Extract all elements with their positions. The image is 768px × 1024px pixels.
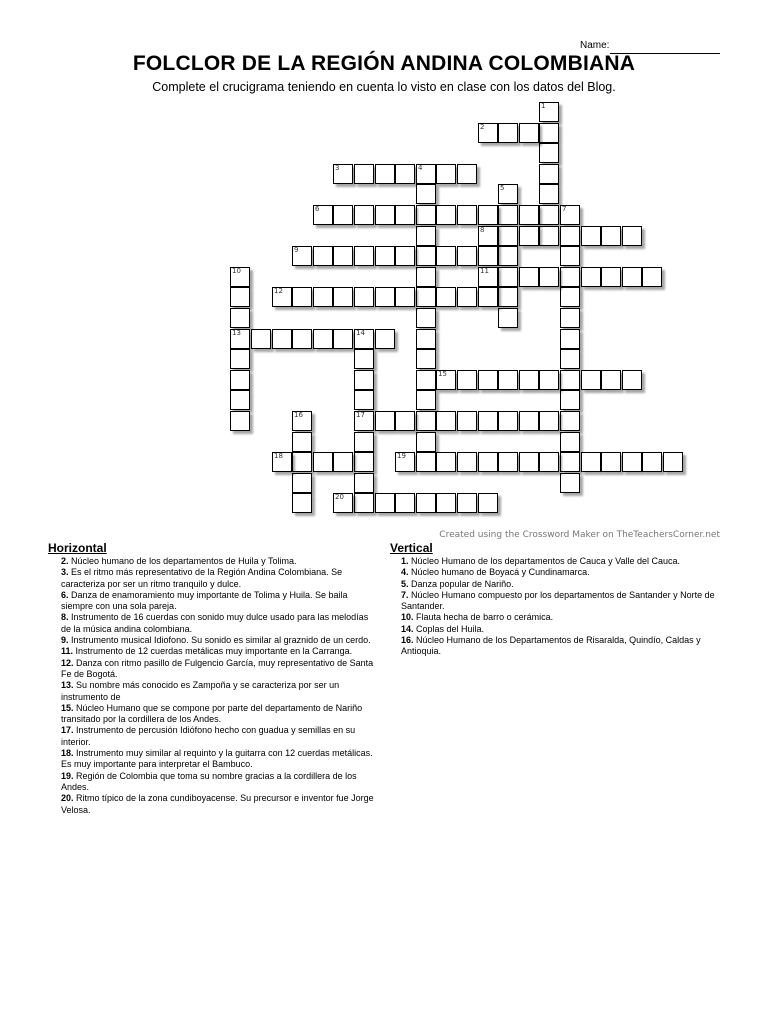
crossword-cell[interactable] <box>436 452 456 472</box>
clue-item <box>61 646 379 657</box>
crossword-cell[interactable] <box>375 329 395 349</box>
crossword-cell[interactable] <box>292 473 312 493</box>
crossword-cell[interactable] <box>498 123 518 143</box>
crossword-cell[interactable] <box>354 473 374 493</box>
clue-text: Núcleo Humano compuesto por los departamentos de Santander y Norte de Santander. <box>401 589 715 612</box>
clue-text: Flauta hecha de barro o cerámica. <box>413 612 554 623</box>
crossword-cell[interactable] <box>560 411 580 431</box>
crossword-cell[interactable] <box>416 370 436 390</box>
crossword-cell[interactable] <box>230 390 250 410</box>
crossword-cell[interactable] <box>354 493 374 513</box>
crossword-cell[interactable] <box>395 411 415 431</box>
crossword-cell[interactable] <box>272 329 292 349</box>
clue-number: 16 <box>294 411 303 419</box>
crossword-cell[interactable] <box>416 287 436 307</box>
crossword-cell[interactable] <box>622 267 642 287</box>
crossword-cell[interactable] <box>539 164 559 184</box>
crossword-cell[interactable] <box>333 205 353 225</box>
crossword-cell[interactable] <box>230 411 250 431</box>
crossword-cell[interactable] <box>416 205 436 225</box>
clue-item <box>61 793 379 816</box>
clue-item <box>401 579 721 590</box>
clue-item <box>401 556 721 567</box>
crossword-cell[interactable] <box>560 287 580 307</box>
crossword-cell[interactable] <box>457 205 477 225</box>
clue-number-label: 16. <box>401 635 414 646</box>
crossword-cell[interactable] <box>601 226 621 246</box>
crossword-cell[interactable] <box>416 493 436 513</box>
crossword-cell[interactable] <box>519 205 539 225</box>
clue-number: 2 <box>480 123 485 131</box>
crossword-cell[interactable] <box>560 349 580 369</box>
crossword-cell[interactable] <box>416 267 436 287</box>
crossword-cell[interactable] <box>539 226 559 246</box>
crossword-cell[interactable] <box>354 452 374 472</box>
crossword-cell[interactable] <box>375 411 395 431</box>
horizontal-clue-list <box>61 556 379 816</box>
crossword-cell[interactable] <box>581 370 601 390</box>
clue-number-label: 2. <box>61 556 69 566</box>
clue-number-label: 3. <box>61 567 69 578</box>
crossword-cell[interactable] <box>395 287 415 307</box>
crossword-cell[interactable] <box>581 267 601 287</box>
clue-text: Danza con ritmo pasillo de Fulgencio García, muy representativo de Santa Fe de Bogotá. <box>61 657 374 679</box>
crossword-cell[interactable] <box>354 349 374 369</box>
credit-line: Created using the Crossword Maker on TheTeachersCorner.net <box>439 530 720 540</box>
clue-number: 1 <box>541 102 546 110</box>
crossword-cell[interactable] <box>622 452 642 472</box>
clue-number-label: 9. <box>61 635 69 646</box>
crossword-cell[interactable] <box>478 370 498 390</box>
crossword-cell[interactable] <box>292 411 312 431</box>
crossword-cell[interactable] <box>436 287 456 307</box>
clue-number-label: 7. <box>401 589 409 600</box>
clue-item <box>61 725 379 748</box>
page-subtitle: Complete el crucigrama teniendo en cuenta lo visto en clase con los datos del Blog. <box>152 80 616 94</box>
crossword-cell[interactable] <box>354 205 374 225</box>
crossword-cell[interactable] <box>498 308 518 328</box>
clue-item <box>401 635 721 658</box>
clue-item <box>61 556 379 567</box>
crossword-cell[interactable] <box>292 432 312 452</box>
crossword-cell[interactable] <box>560 452 580 472</box>
clue-number: 20 <box>335 493 344 501</box>
crossword-cell[interactable] <box>539 267 559 287</box>
crossword-cell[interactable] <box>457 370 477 390</box>
crossword-cell[interactable] <box>457 287 477 307</box>
clue-item <box>61 612 379 635</box>
crossword-cell[interactable] <box>354 246 374 266</box>
crossword-cell[interactable] <box>478 493 498 513</box>
crossword-cell[interactable] <box>354 411 374 431</box>
crossword-cell[interactable] <box>519 452 539 472</box>
clue-number-label: 13. <box>61 680 74 691</box>
crossword-cell[interactable] <box>457 164 477 184</box>
clue-number-label: 19. <box>61 770 74 781</box>
clue-number: 15 <box>438 370 447 378</box>
crossword-cell[interactable] <box>395 452 415 472</box>
crossword-cell[interactable] <box>560 329 580 349</box>
clue-item <box>401 590 721 613</box>
clue-number-label: 4. <box>401 567 409 578</box>
crossword-cell[interactable] <box>416 184 436 204</box>
crossword-cell[interactable] <box>436 246 456 266</box>
clue-text: Núcleo Humano de los Departamentos de Risaralda, Quindío, Caldas y Antioquia. <box>401 635 701 657</box>
clue-number: 17 <box>356 411 365 419</box>
clue-item <box>61 590 379 613</box>
clue-text: Danza popular de Nariño. <box>408 578 514 589</box>
crossword-cell[interactable] <box>539 370 559 390</box>
clue-number-label: 18. <box>61 748 74 759</box>
crossword-cell[interactable] <box>519 123 539 143</box>
crossword-cell[interactable] <box>416 452 436 472</box>
crossword-cell[interactable] <box>498 452 518 472</box>
crossword-cell[interactable] <box>333 287 353 307</box>
crossword-cell[interactable] <box>416 308 436 328</box>
crossword-cell[interactable] <box>333 493 353 513</box>
clue-number: 9 <box>294 246 299 254</box>
crossword-cell[interactable] <box>230 267 250 287</box>
crossword-cell[interactable] <box>395 246 415 266</box>
crossword-cell[interactable] <box>230 349 250 369</box>
crossword-cell[interactable] <box>478 246 498 266</box>
crossword-cell[interactable] <box>457 246 477 266</box>
crossword-cell[interactable] <box>416 349 436 369</box>
clue-number: 12 <box>274 287 283 295</box>
crossword-cell[interactable] <box>519 267 539 287</box>
crossword-cell[interactable] <box>436 411 456 431</box>
crossword-cell[interactable] <box>560 390 580 410</box>
crossword-cell[interactable] <box>601 370 621 390</box>
clue-text: Su nombre más conocido es Zampoña y se caracteriza por ser un instrumento de <box>61 680 340 702</box>
crossword-cell[interactable] <box>498 205 518 225</box>
clue-number-label: 12. <box>61 657 74 668</box>
crossword-cell[interactable] <box>375 164 395 184</box>
crossword-cell[interactable] <box>395 493 415 513</box>
clue-text: Ritmo típico de la zona cundiboyacense. Su precursor e inventor fue Jorge Velosa. <box>61 793 374 815</box>
clue-item <box>61 567 379 590</box>
clue-item <box>61 748 379 771</box>
crossword-cell[interactable] <box>436 370 456 390</box>
crossword-cell[interactable] <box>601 267 621 287</box>
clue-number: 11 <box>480 267 489 275</box>
crossword-cell[interactable] <box>622 370 642 390</box>
crossword-cell[interactable] <box>354 370 374 390</box>
clue-number-label: 15. <box>61 702 74 713</box>
clue-text: Núcleo Humano de los departamentos de Cauca y Valle del Cauca. <box>408 556 681 566</box>
clue-text: Es el ritmo más representativo de la Región Andina Colombiana. Se caracteriza por ser un ritmo tranquilo y dulce. <box>61 567 343 589</box>
crossword-cell[interactable] <box>292 287 312 307</box>
crossword-cell[interactable] <box>478 123 498 143</box>
crossword-cell[interactable] <box>622 226 642 246</box>
clue-number: 10 <box>232 267 241 275</box>
clue-number: 18 <box>274 452 283 460</box>
crossword-cell[interactable] <box>519 411 539 431</box>
crossword-cell[interactable] <box>230 329 250 349</box>
crossword-cell[interactable] <box>560 308 580 328</box>
crossword-cell[interactable] <box>313 452 333 472</box>
vertical-clue-list <box>401 556 721 658</box>
crossword-cell[interactable] <box>478 287 498 307</box>
crossword-cell[interactable] <box>560 370 580 390</box>
crossword-cell[interactable] <box>560 432 580 452</box>
crossword-cell[interactable] <box>498 411 518 431</box>
crossword-cell[interactable] <box>416 390 436 410</box>
clue-number: 13 <box>232 329 241 337</box>
crossword-cell[interactable] <box>313 287 333 307</box>
crossword-cell[interactable] <box>539 102 559 122</box>
clue-item <box>61 680 379 703</box>
crossword-cell[interactable] <box>313 329 333 349</box>
crossword-cell[interactable] <box>498 246 518 266</box>
clue-text: Región de Colombia que toma su nombre gracias a la cordillera de los Andes. <box>61 770 357 792</box>
clue-text: Instrumento muy similar al requinto y la guitarra con 12 cuerdas metálicas. Es muy importante para interpretar el Bambuco. <box>61 748 373 770</box>
clue-text: Instrumento de 16 cuerdas con sonido muy dulce usado para las melodías de la música andina colombiana. <box>61 612 369 634</box>
horizontal-heading: Horizontal <box>48 541 107 555</box>
crossword-cell[interactable] <box>436 493 456 513</box>
crossword-cell[interactable] <box>560 246 580 266</box>
crossword-cell[interactable] <box>395 205 415 225</box>
crossword-cell[interactable] <box>436 164 456 184</box>
crossword-cell[interactable] <box>560 267 580 287</box>
crossword-cell[interactable] <box>539 205 559 225</box>
crossword-cell[interactable] <box>292 246 312 266</box>
crossword-cell[interactable] <box>416 411 436 431</box>
clue-item <box>61 658 379 681</box>
clue-number: 4 <box>418 164 423 172</box>
page-title: FOLCLOR DE LA REGIÓN ANDINA COLOMBIANA <box>132 52 636 75</box>
crossword-cell[interactable] <box>354 432 374 452</box>
crossword-cell[interactable] <box>560 205 580 225</box>
crossword-cell[interactable] <box>375 493 395 513</box>
crossword-cell[interactable] <box>354 329 374 349</box>
clue-text: Núcleo Humano que se compone por parte del departamento de Nariño transitado por la cordillera de los Andes. <box>61 702 363 725</box>
crossword-cell[interactable] <box>292 452 312 472</box>
crossword-cell[interactable] <box>478 226 498 246</box>
clue-number-label: 14. <box>401 623 414 634</box>
crossword-cell[interactable] <box>333 164 353 184</box>
crossword-cell[interactable] <box>230 308 250 328</box>
crossword-cell[interactable] <box>478 452 498 472</box>
crossword-cell[interactable] <box>498 370 518 390</box>
crossword-cell[interactable] <box>251 329 271 349</box>
clue-number-label: 20. <box>61 793 74 804</box>
crossword-cell[interactable] <box>292 329 312 349</box>
crossword-cell[interactable] <box>560 226 580 246</box>
clue-number-label: 10. <box>401 612 414 623</box>
crossword-cell[interactable] <box>436 205 456 225</box>
clue-item <box>61 771 379 794</box>
crossword-cell[interactable] <box>663 452 683 472</box>
crossword-cell[interactable] <box>498 226 518 246</box>
clue-number: 8 <box>480 226 485 234</box>
clue-text: Instrumento musical Idiofono. Su sonido es similar al graznido de un cerdo. <box>68 635 371 646</box>
clue-text: Núcleo humano de Boyacá y Cundinamarca. <box>408 567 590 578</box>
crossword-cell[interactable] <box>333 329 353 349</box>
name-label: Name: <box>580 40 610 51</box>
clue-number: 6 <box>315 205 320 213</box>
crossword-cell[interactable] <box>581 226 601 246</box>
crossword-cell[interactable] <box>581 452 601 472</box>
crossword-cell[interactable] <box>292 493 312 513</box>
crossword-cell[interactable] <box>375 246 395 266</box>
crossword-cell[interactable] <box>539 184 559 204</box>
crossword-cell[interactable] <box>354 164 374 184</box>
crossword-cell[interactable] <box>478 411 498 431</box>
clue-item <box>61 635 379 646</box>
crossword-cell[interactable] <box>416 432 436 452</box>
crossword-cell[interactable] <box>457 411 477 431</box>
crossword-cell[interactable] <box>375 205 395 225</box>
clue-item <box>401 624 721 635</box>
vertical-heading: Vertical <box>390 541 433 555</box>
crossword-cell[interactable] <box>333 246 353 266</box>
crossword-cell[interactable] <box>539 452 559 472</box>
crossword-cell[interactable] <box>560 473 580 493</box>
crossword-cell[interactable] <box>498 184 518 204</box>
clue-number-label: 5. <box>401 578 409 589</box>
crossword-cell[interactable] <box>498 287 518 307</box>
clue-text: Núcleo humano de los departamentos de Huila y Tolima. <box>68 556 297 566</box>
crossword-cell[interactable] <box>313 205 333 225</box>
crossword-cell[interactable] <box>539 143 559 163</box>
crossword-cell[interactable] <box>539 411 559 431</box>
clue-text: Danza de enamoramiento muy importante de Tolima y Huila. Se baila siempre con una sola pareja. <box>61 589 348 612</box>
clue-item <box>401 567 721 578</box>
clue-number-label: 6. <box>61 589 69 600</box>
crossword-cell[interactable] <box>416 329 436 349</box>
crossword-cell[interactable] <box>478 205 498 225</box>
crossword-cell[interactable] <box>416 226 436 246</box>
crossword-cell[interactable] <box>457 452 477 472</box>
crossword-cell[interactable] <box>642 452 662 472</box>
clue-text: Instrumento de 12 cuerdas metálicas muy importante en la Carranga. <box>73 646 353 657</box>
clue-number-label: 17. <box>61 725 74 736</box>
clue-item <box>61 703 379 726</box>
clue-number-label: 8. <box>61 612 69 623</box>
crossword-cell[interactable] <box>230 370 250 390</box>
crossword-cell[interactable] <box>601 452 621 472</box>
crossword-cell[interactable] <box>272 287 292 307</box>
clue-number: 5 <box>500 184 505 192</box>
clue-number: 7 <box>562 205 567 213</box>
crossword-cell[interactable] <box>333 452 353 472</box>
crossword-cell[interactable] <box>395 164 415 184</box>
clue-number: 3 <box>335 164 340 172</box>
crossword-cell[interactable] <box>416 164 436 184</box>
crossword-cell[interactable] <box>416 246 436 266</box>
crossword-cell[interactable] <box>230 287 250 307</box>
crossword-cell[interactable] <box>354 287 374 307</box>
crossword-cell[interactable] <box>354 390 374 410</box>
crossword-cell[interactable] <box>478 267 498 287</box>
crossword-cell[interactable] <box>313 246 333 266</box>
crossword-cell[interactable] <box>519 226 539 246</box>
clue-text: Instrumento de percusión Idiófono hecho con guadua y semillas en su interior. <box>61 725 356 747</box>
clue-number: 19 <box>397 452 406 460</box>
clue-number-label: 11. <box>61 646 74 657</box>
crossword-cell[interactable] <box>498 267 518 287</box>
crossword-cell[interactable] <box>375 287 395 307</box>
clue-item <box>401 612 721 623</box>
clue-number-label: 1. <box>401 556 409 566</box>
crossword-cell[interactable] <box>457 493 477 513</box>
crossword-cell[interactable] <box>519 370 539 390</box>
clue-text: Coplas del Huila. <box>413 623 485 634</box>
crossword-cell[interactable] <box>642 267 662 287</box>
crossword-cell[interactable] <box>539 123 559 143</box>
crossword-cell[interactable] <box>272 452 292 472</box>
clue-number: 14 <box>356 329 365 337</box>
